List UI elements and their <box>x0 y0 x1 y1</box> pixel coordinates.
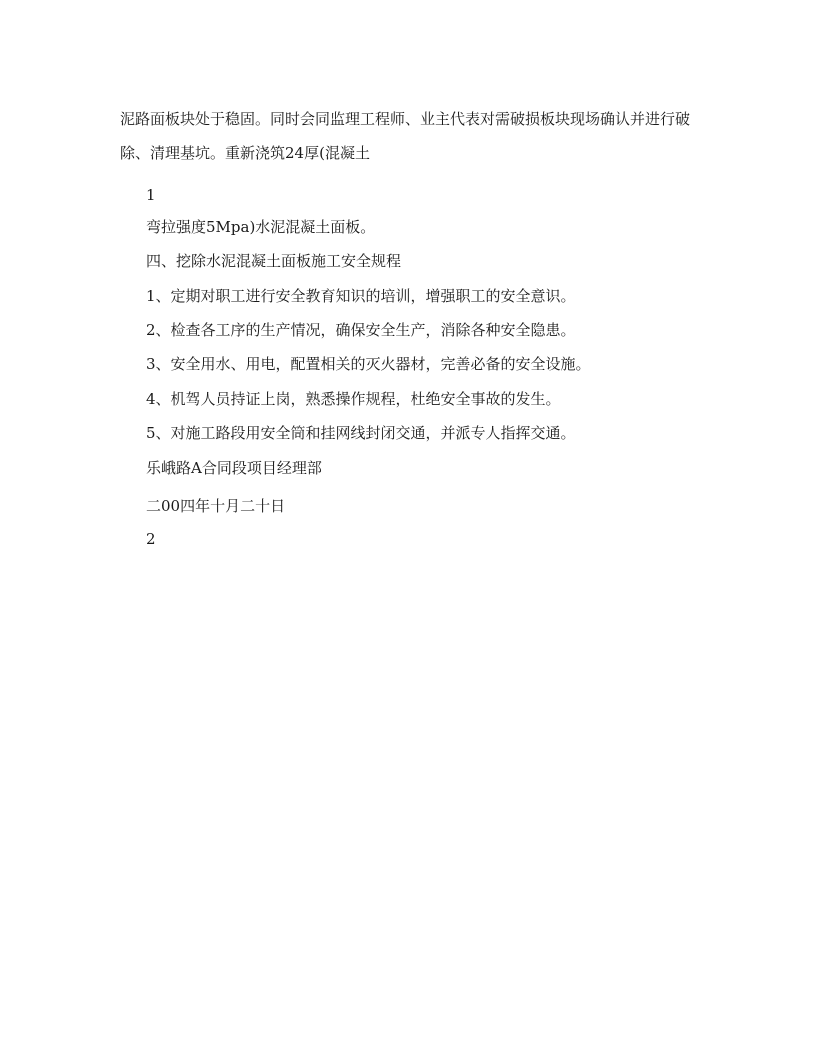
page-number-1: 1 <box>146 186 156 204</box>
paragraph-continuation: 泥路面板块处于稳固。同时会同监理工程师、业主代表对需破损板块现场确认并进行破除、清理基坑。重新浇筑24厚(混凝土 <box>120 110 691 162</box>
rule-item-2: 2、检查各工序的生产情况，确保安全生产，消除各种安全隐患。 <box>146 321 576 339</box>
page-number-2: 2 <box>146 530 156 548</box>
paragraph-strength: 弯拉强度5Mpa)水泥混凝土面板。 <box>146 218 376 236</box>
signature-organization: 乐峨路A合同段项目经理部 <box>146 459 322 477</box>
signature-date: 二00四年十月二十日 <box>146 497 286 515</box>
rule-item-5: 5、对施工路段用安全筒和挂网线封闭交通，并派专人指挥交通。 <box>146 424 576 442</box>
section-heading: 四、挖除水泥混凝土面板施工安全规程 <box>146 252 402 270</box>
rule-item-3: 3、安全用水、用电，配置相关的灭火器材，完善必备的安全设施。 <box>146 355 591 373</box>
rule-item-1: 1、定期对职工进行安全教育知识的培训，增强职工的安全意识。 <box>146 287 576 305</box>
rule-item-4: 4、机驾人员持证上岗，熟悉操作规程，杜绝安全事故的发生。 <box>146 390 561 408</box>
